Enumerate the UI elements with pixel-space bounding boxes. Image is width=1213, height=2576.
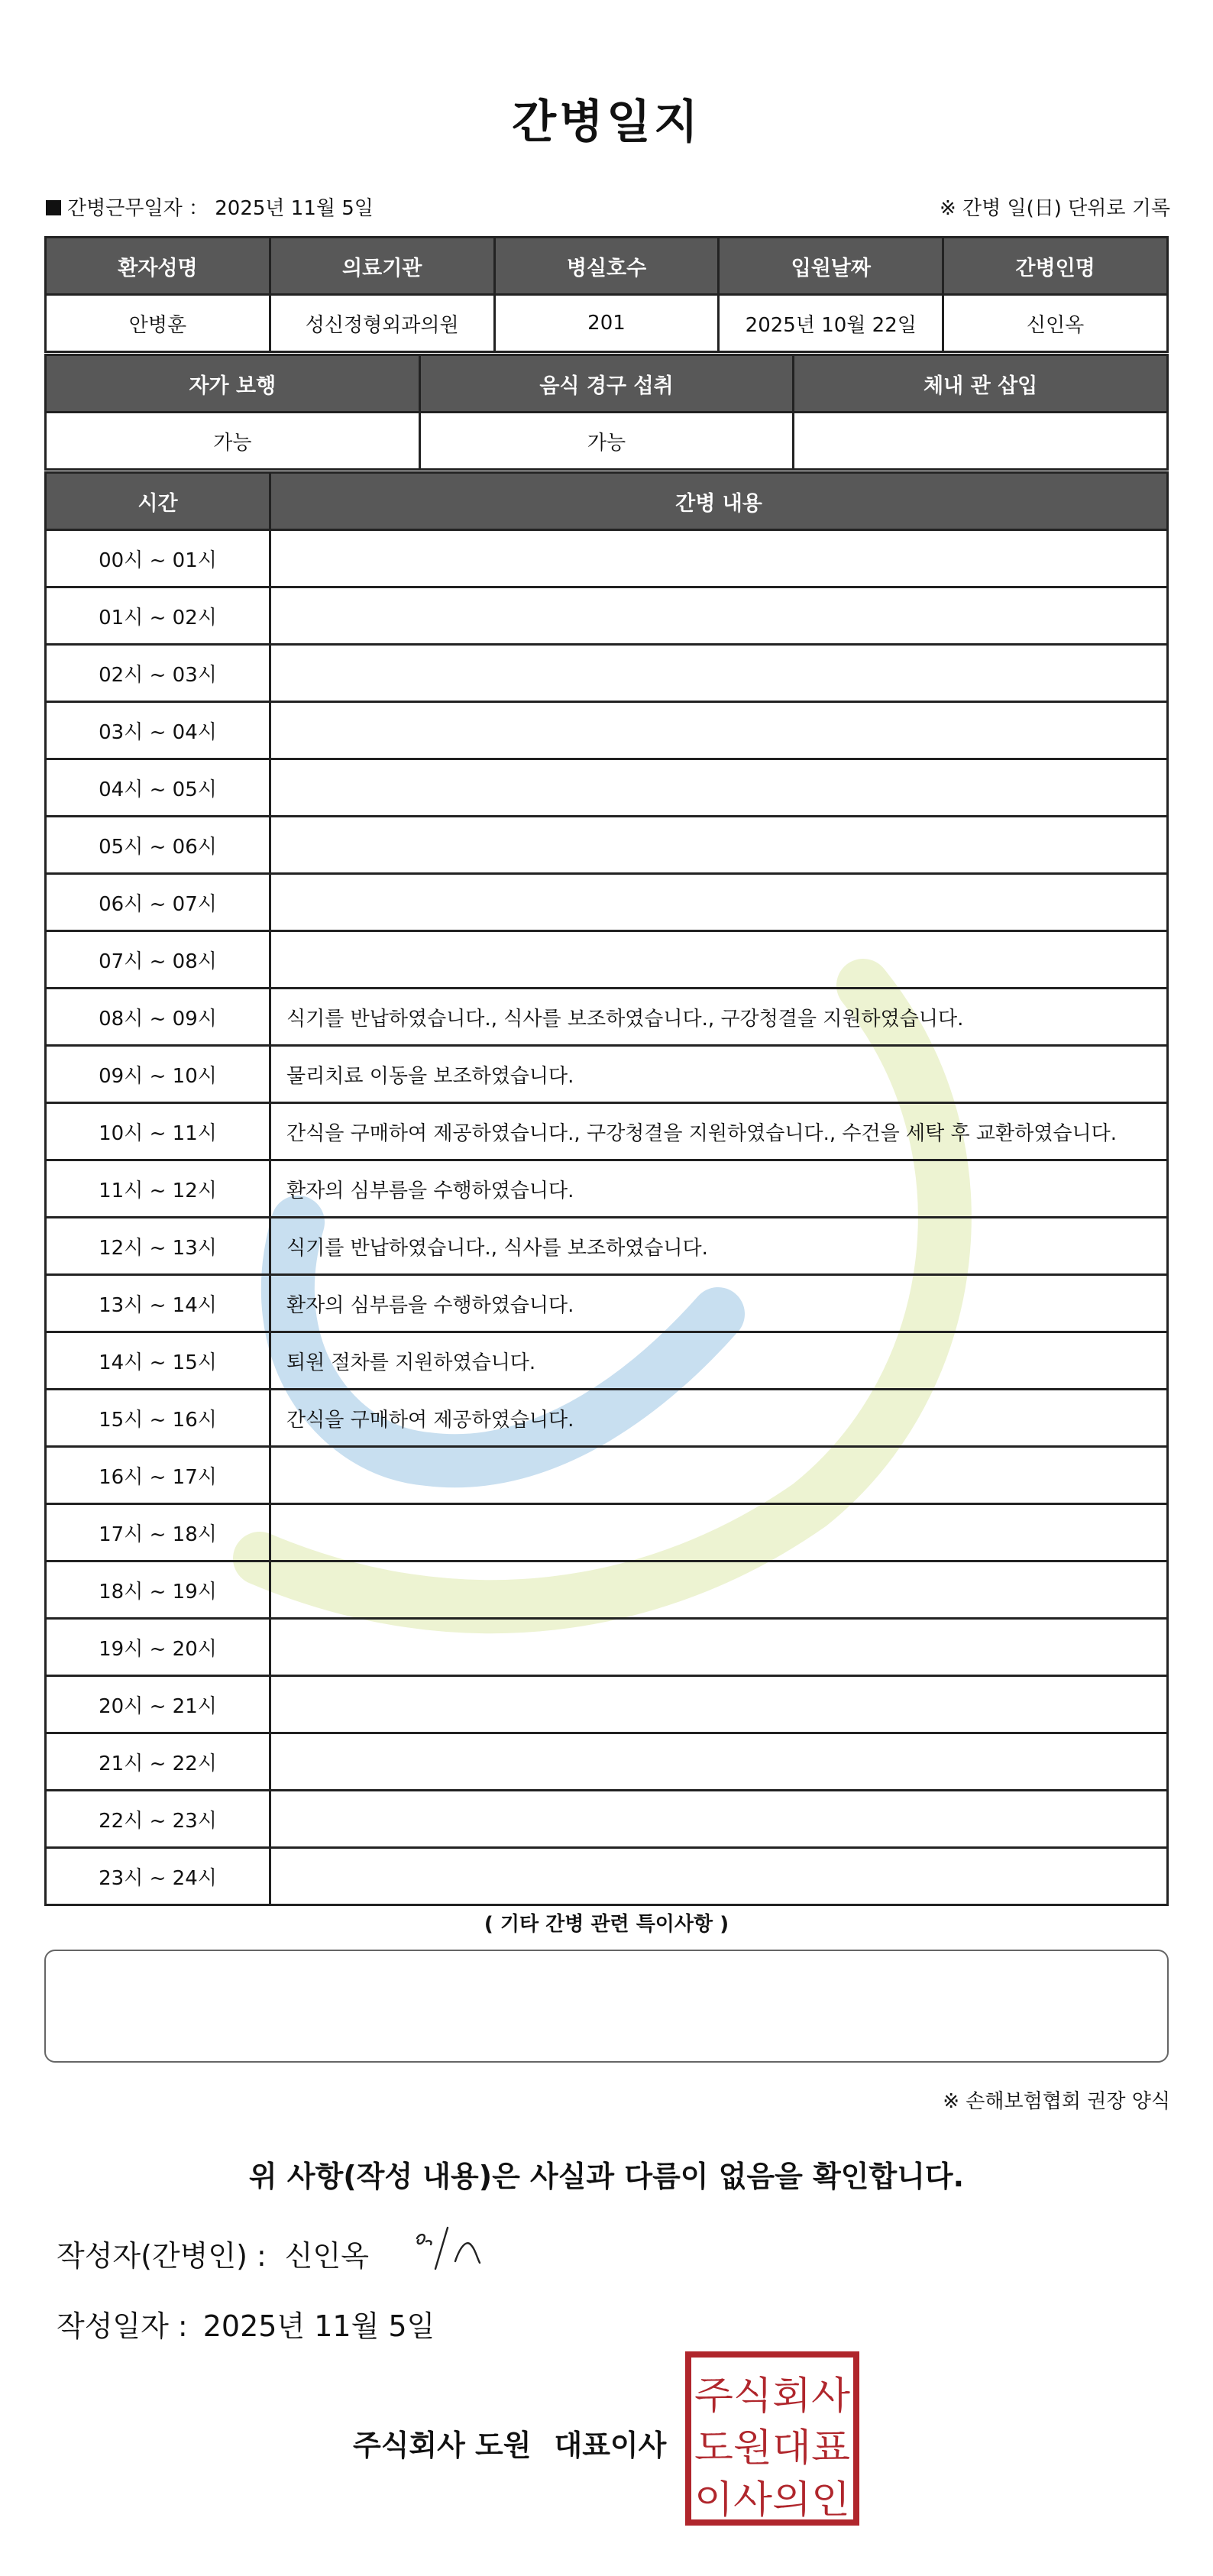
- content-cell: [270, 1504, 1168, 1561]
- table-row: [46, 1619, 1168, 1676]
- patient-name: 안병훈: [46, 295, 270, 352]
- content-cell: [270, 1791, 1168, 1848]
- care-log-table: [44, 471, 1169, 1906]
- company-name: 주식회사 도원: [353, 2429, 532, 2462]
- content-cell: 간식을 구매하여 제공하였습니다.: [270, 1390, 1168, 1447]
- header-patient-name: 환자성명: [46, 238, 270, 295]
- patient-info-table: [44, 236, 1169, 353]
- table-row: [46, 874, 1168, 931]
- write-date-line: [57, 2303, 435, 2345]
- table-row: [46, 931, 1168, 989]
- content-cell: [270, 759, 1168, 817]
- content-cell: 환자의 심부름을 수행하였습니다.: [270, 1275, 1168, 1332]
- time-cell: 14시 ~ 15시: [46, 1332, 270, 1390]
- table-row: [46, 1561, 1168, 1619]
- table-row: [46, 1103, 1168, 1160]
- content-cell: [270, 1561, 1168, 1619]
- content-cell: [270, 1733, 1168, 1791]
- table-row: [46, 1332, 1168, 1390]
- header-care-content: 간병 내용: [270, 473, 1168, 530]
- seal-line-1: 주식회사: [694, 2374, 851, 2418]
- time-cell: 15시 ~ 16시: [46, 1390, 270, 1447]
- company-line: [353, 2422, 666, 2464]
- admission-date: 2025년 10월 22일: [719, 295, 943, 352]
- work-date-separator: ：: [188, 197, 209, 220]
- tube-insertion-value: [794, 413, 1168, 470]
- content-cell: [270, 645, 1168, 702]
- ability-value-row: [46, 413, 1168, 470]
- table-row: [46, 1046, 1168, 1103]
- content-cell: [270, 874, 1168, 931]
- content-cell: [270, 817, 1168, 874]
- header-room-number: 병실호수: [494, 238, 719, 295]
- header-self-walking: 자가 보행: [46, 355, 420, 413]
- table-row: [46, 645, 1168, 702]
- header-hospital: 의료기관: [270, 238, 494, 295]
- time-cell: 16시 ~ 17시: [46, 1447, 270, 1504]
- table-row: [46, 1848, 1168, 1905]
- care-log-header-row: [46, 473, 1168, 530]
- content-cell: [270, 587, 1168, 645]
- header-tube-insertion: 체내 관 삽입: [794, 355, 1168, 413]
- write-date-value: 2025년 11월 5일: [202, 2309, 435, 2343]
- content-cell: [270, 702, 1168, 759]
- writer-label: 작성자(간병인) :: [57, 2239, 267, 2273]
- table-row: [46, 1160, 1168, 1218]
- header-time: 시간: [46, 473, 270, 530]
- patient-info-value-row: [46, 295, 1168, 352]
- ability-table: [44, 354, 1169, 471]
- header-caregiver-name: 간병인명: [943, 238, 1168, 295]
- room-number: 201: [494, 295, 719, 352]
- time-cell: 11시 ~ 12시: [46, 1160, 270, 1218]
- handwritten-signature-icon: [412, 2222, 489, 2275]
- content-cell: 퇴원 절차를 지원하였습니다.: [270, 1332, 1168, 1390]
- time-cell: 01시 ~ 02시: [46, 587, 270, 645]
- time-cell: 13시 ~ 14시: [46, 1275, 270, 1332]
- time-cell: 02시 ~ 03시: [46, 645, 270, 702]
- content-cell: [270, 1619, 1168, 1676]
- table-row: [46, 530, 1168, 587]
- write-date-label: 작성일자 :: [57, 2309, 188, 2343]
- time-cell: 06시 ~ 07시: [46, 874, 270, 931]
- table-row: [46, 702, 1168, 759]
- content-cell: 식기를 반납하였습니다., 식사를 보조하였습니다., 구강청결을 지원하였습니다.: [270, 989, 1168, 1046]
- page-title: 간병일지: [512, 95, 701, 149]
- time-cell: 09시 ~ 10시: [46, 1046, 270, 1103]
- seal-line-3: 이사의인: [694, 2477, 850, 2522]
- seal-line-2: 도원대표: [694, 2426, 850, 2470]
- notes-box: [44, 1950, 1169, 2063]
- square-bullet-icon: [46, 200, 61, 215]
- writer-name: 신인옥: [284, 2239, 369, 2273]
- time-cell: 22시 ~ 23시: [46, 1791, 270, 1848]
- table-row: [46, 759, 1168, 817]
- ability-header-row: [46, 355, 1168, 413]
- company-role: 대표이사: [554, 2429, 667, 2462]
- table-row: [46, 1218, 1168, 1275]
- time-cell: 03시 ~ 04시: [46, 702, 270, 759]
- caregiver-name: 신인옥: [943, 295, 1168, 352]
- writer-line: [57, 2232, 369, 2274]
- table-row: [46, 1733, 1168, 1791]
- content-cell: [270, 530, 1168, 587]
- self-walking-value: 가능: [46, 413, 420, 470]
- work-date: [46, 193, 374, 221]
- time-cell: 21시 ~ 22시: [46, 1733, 270, 1791]
- table-row: [46, 1504, 1168, 1561]
- table-row: [46, 1390, 1168, 1447]
- content-cell: 간식을 구매하여 제공하였습니다., 구강청결을 지원하였습니다., 수건을 세탁 후 교환하였습니다.: [270, 1103, 1168, 1160]
- time-cell: 04시 ~ 05시: [46, 759, 270, 817]
- table-row: [46, 817, 1168, 874]
- confirmation-statement: 위 사항(작성 내용)은 사실과 다름이 없음을 확인합니다.: [248, 2160, 965, 2193]
- content-cell: [270, 931, 1168, 989]
- form-note: ※ 손해보험협회 권장 양식: [943, 2090, 1170, 2113]
- time-cell: 10시 ~ 11시: [46, 1103, 270, 1160]
- content-cell: 물리치료 이동을 보조하였습니다.: [270, 1046, 1168, 1103]
- oral-intake-value: 가능: [419, 413, 794, 470]
- table-row: [46, 989, 1168, 1046]
- time-cell: 08시 ~ 09시: [46, 989, 270, 1046]
- work-date-value: 2025년 11월 5일: [215, 197, 374, 220]
- time-cell: 12시 ~ 13시: [46, 1218, 270, 1275]
- notes-title: ( 기타 간병 관련 특이사항 ): [484, 1913, 729, 1936]
- table-row: [46, 1791, 1168, 1848]
- table-row: [46, 1275, 1168, 1332]
- content-cell: [270, 1848, 1168, 1905]
- content-cell: [270, 1447, 1168, 1504]
- header-admission-date: 입원날짜: [719, 238, 943, 295]
- hospital-name: 성신정형외과의원: [270, 295, 494, 352]
- content-cell: 식기를 반납하였습니다., 식사를 보조하였습니다.: [270, 1218, 1168, 1275]
- work-date-label: 간병근무일자: [67, 197, 183, 220]
- time-cell: 20시 ~ 21시: [46, 1676, 270, 1733]
- time-cell: 23시 ~ 24시: [46, 1848, 270, 1905]
- company-seal-icon: [685, 2351, 859, 2526]
- time-cell: 00시 ~ 01시: [46, 530, 270, 587]
- time-cell: 18시 ~ 19시: [46, 1561, 270, 1619]
- content-cell: 환자의 심부름을 수행하였습니다.: [270, 1160, 1168, 1218]
- time-cell: 07시 ~ 08시: [46, 931, 270, 989]
- time-cell: 19시 ~ 20시: [46, 1619, 270, 1676]
- header-oral-intake: 음식 경구 섭취: [419, 355, 794, 413]
- time-cell: 05시 ~ 06시: [46, 817, 270, 874]
- unit-note: ※ 간병 일(日) 단위로 기록: [939, 197, 1170, 220]
- patient-info-header-row: [46, 238, 1168, 295]
- table-row: [46, 1676, 1168, 1733]
- table-row: [46, 1447, 1168, 1504]
- table-row: [46, 587, 1168, 645]
- content-cell: [270, 1676, 1168, 1733]
- time-cell: 17시 ~ 18시: [46, 1504, 270, 1561]
